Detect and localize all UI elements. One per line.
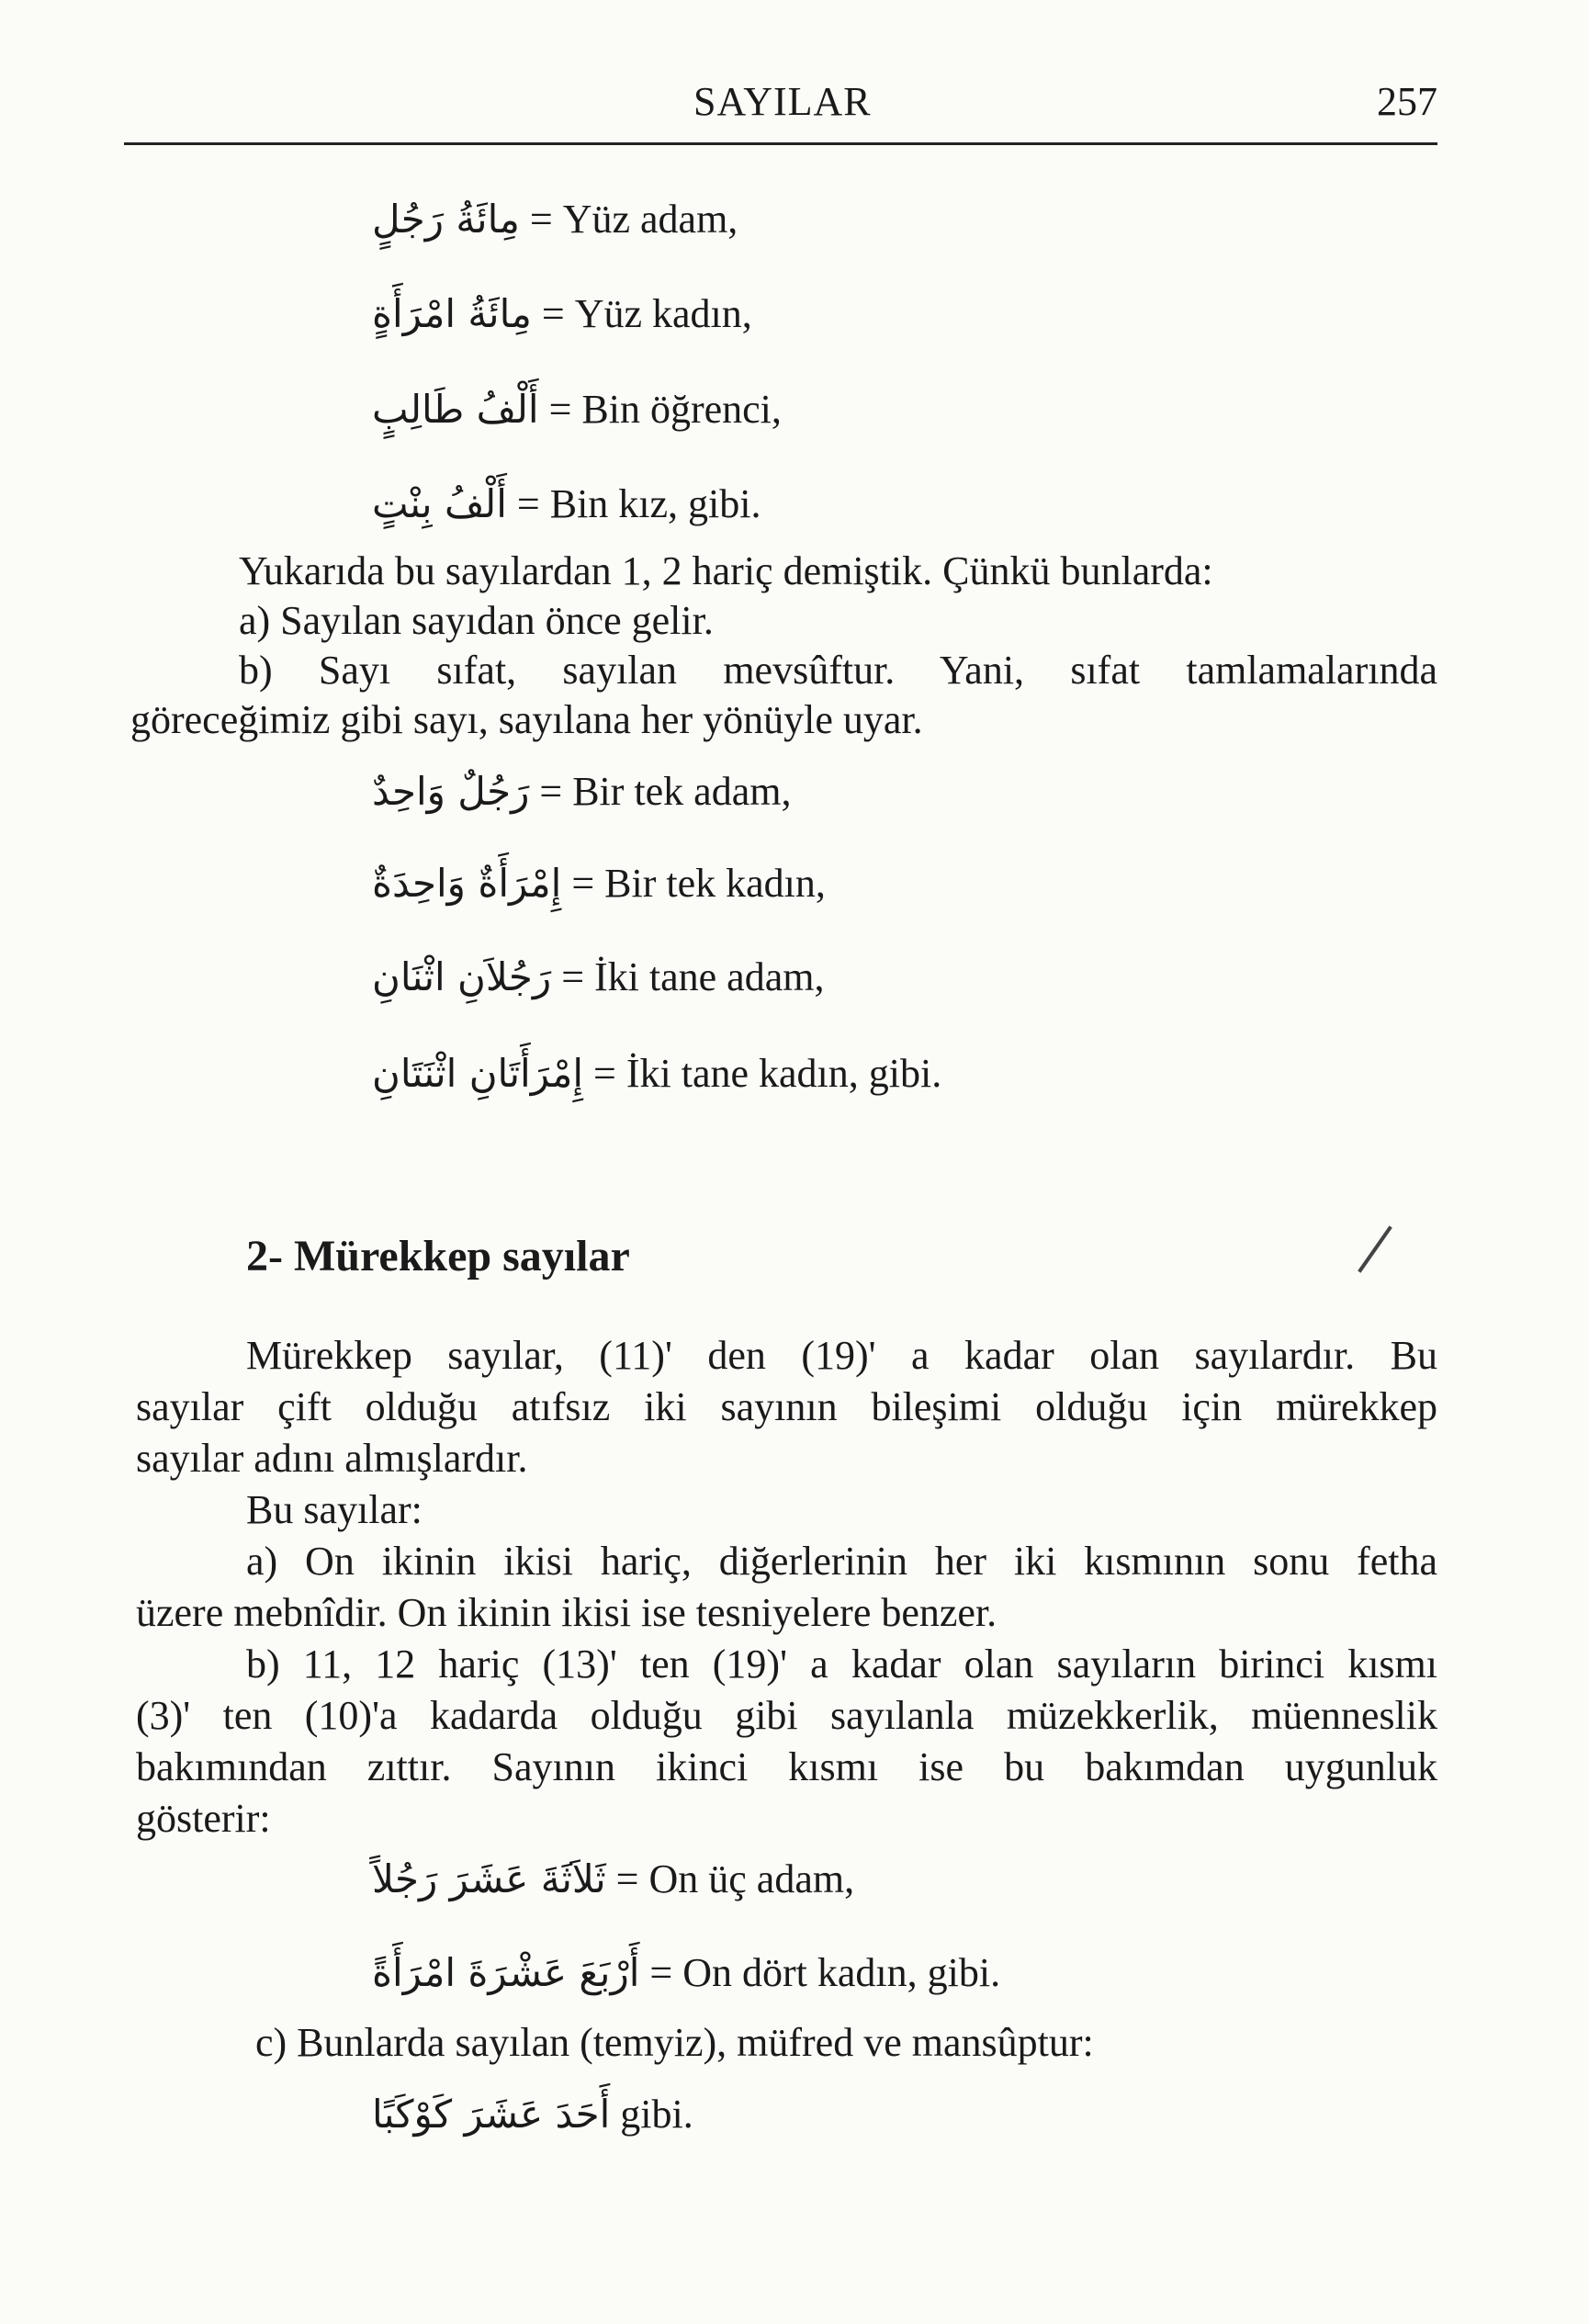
arabic-phrase: مِائَةُ رَجُلٍ — [372, 197, 520, 242]
paragraph-line: sayılar adını almışlardır. — [136, 1436, 528, 1481]
translation: = On üç adam, — [615, 1856, 855, 1901]
arabic-phrase: أَلْفُ بِنْتٍ — [372, 481, 507, 526]
paragraph-line: Bu sayılar: — [246, 1487, 423, 1532]
translation: = Bir tek adam, — [539, 769, 792, 814]
example-line — [372, 955, 824, 999]
paragraph-line: (3)' ten (10)'a kadarda olduğu gibi sayılanla müzekkerlik, müenneslik — [136, 1693, 1437, 1738]
arabic-phrase: ثَلاَثَةَ عَشَرَ رَجُلاً — [372, 1856, 606, 1901]
paragraph-line: gösterir: — [136, 1796, 271, 1841]
paragraph-line: a) On ikinin ikisi hariç, diğerlerinin her iki kısmının sonu fetha — [246, 1539, 1437, 1584]
example-line — [372, 1052, 941, 1096]
paragraph-line: b) Sayı sıfat, sayılan mevsûftur. Yani, sıfat tamlamalarında — [239, 648, 1437, 693]
example-line — [372, 292, 752, 336]
example-line — [372, 388, 782, 432]
arabic-phrase: رَجُلٌ وَاحِدٌ — [372, 769, 530, 814]
translation: = Bin öğrenci, — [548, 387, 782, 432]
example-line — [372, 1951, 1000, 1995]
example-line — [372, 770, 791, 814]
arabic-phrase: إِمْرَأَتَانِ اثْنَتَانِ — [372, 1051, 584, 1096]
paragraph-line: Yukarıda bu sayılardan 1, 2 hariç demiştik. Çünkü bunlarda: — [239, 548, 1213, 593]
paragraph-line: a) Sayılan sayıdan önce gelir. — [239, 598, 714, 643]
translation: = İki tane adam, — [561, 954, 825, 999]
translation: = On dört kadın, gibi. — [649, 1950, 1001, 1995]
example-line — [372, 1857, 854, 1901]
paragraph-line: bakımından zıttır. Sayının ikinci kısmı ise bu bakımdan uygunluk — [136, 1744, 1437, 1789]
example-line — [372, 862, 826, 906]
translation: = İki tane kadın, gibi. — [593, 1051, 942, 1096]
arabic-phrase: أَرْبَعَ عَشْرَةَ امْرَأَةً — [372, 1950, 640, 1995]
section-heading: 2- Mürekkep sayılar — [246, 1232, 630, 1280]
arabic-phrase: رَجُلاَنِ اثْنَانِ — [372, 954, 552, 999]
page-header — [124, 78, 1437, 145]
paragraph-line: c) Bunlarda sayılan (temyiz), müfred ve mansûptur: — [255, 2020, 1094, 2065]
paragraph-line: üzere mebnîdir. On ikinin ikisi ise tesniyelere benzer. — [136, 1590, 997, 1635]
translation: = Bir tek kadın, — [571, 861, 826, 906]
paragraph-line: göreceğimiz gibi sayı, sayılana her yönüyle uyar. — [130, 697, 923, 742]
translation: = Yüz adam, — [529, 197, 738, 242]
arabic-phrase: أَحَدَ عَشَرَ كَوْكَبًا — [372, 2092, 611, 2137]
arabic-phrase: أَلْفُ طَالِبٍ — [372, 387, 539, 432]
example-line — [372, 2093, 693, 2137]
pencil-mark — [1358, 1225, 1392, 1272]
arabic-phrase: إِمْرَأَةٌ وَاحِدَةٌ — [372, 861, 562, 906]
paragraph-line: b) 11, 12 hariç (13)' ten (19)' a kadar olan sayıların birinci kısmı — [246, 1641, 1437, 1687]
translation: = Bin kız, gibi. — [516, 481, 761, 526]
arabic-phrase: مِائَةُ امْرَأَةٍ — [372, 291, 532, 336]
paragraph-line: sayılar çift olduğu atıfsız iki sayının bileşimi olduğu için mürekkep — [136, 1384, 1437, 1429]
example-line — [372, 482, 761, 526]
running-title: SAYILAR — [693, 79, 872, 124]
paragraph-line: Mürekkep sayılar, (11)' den (19)' a kadar olan sayılardır. Bu — [246, 1333, 1437, 1378]
translation: gibi. — [620, 2092, 693, 2137]
translation: = Yüz kadın, — [541, 291, 752, 336]
page-number: 257 — [1377, 79, 1437, 124]
example-line — [372, 197, 738, 242]
